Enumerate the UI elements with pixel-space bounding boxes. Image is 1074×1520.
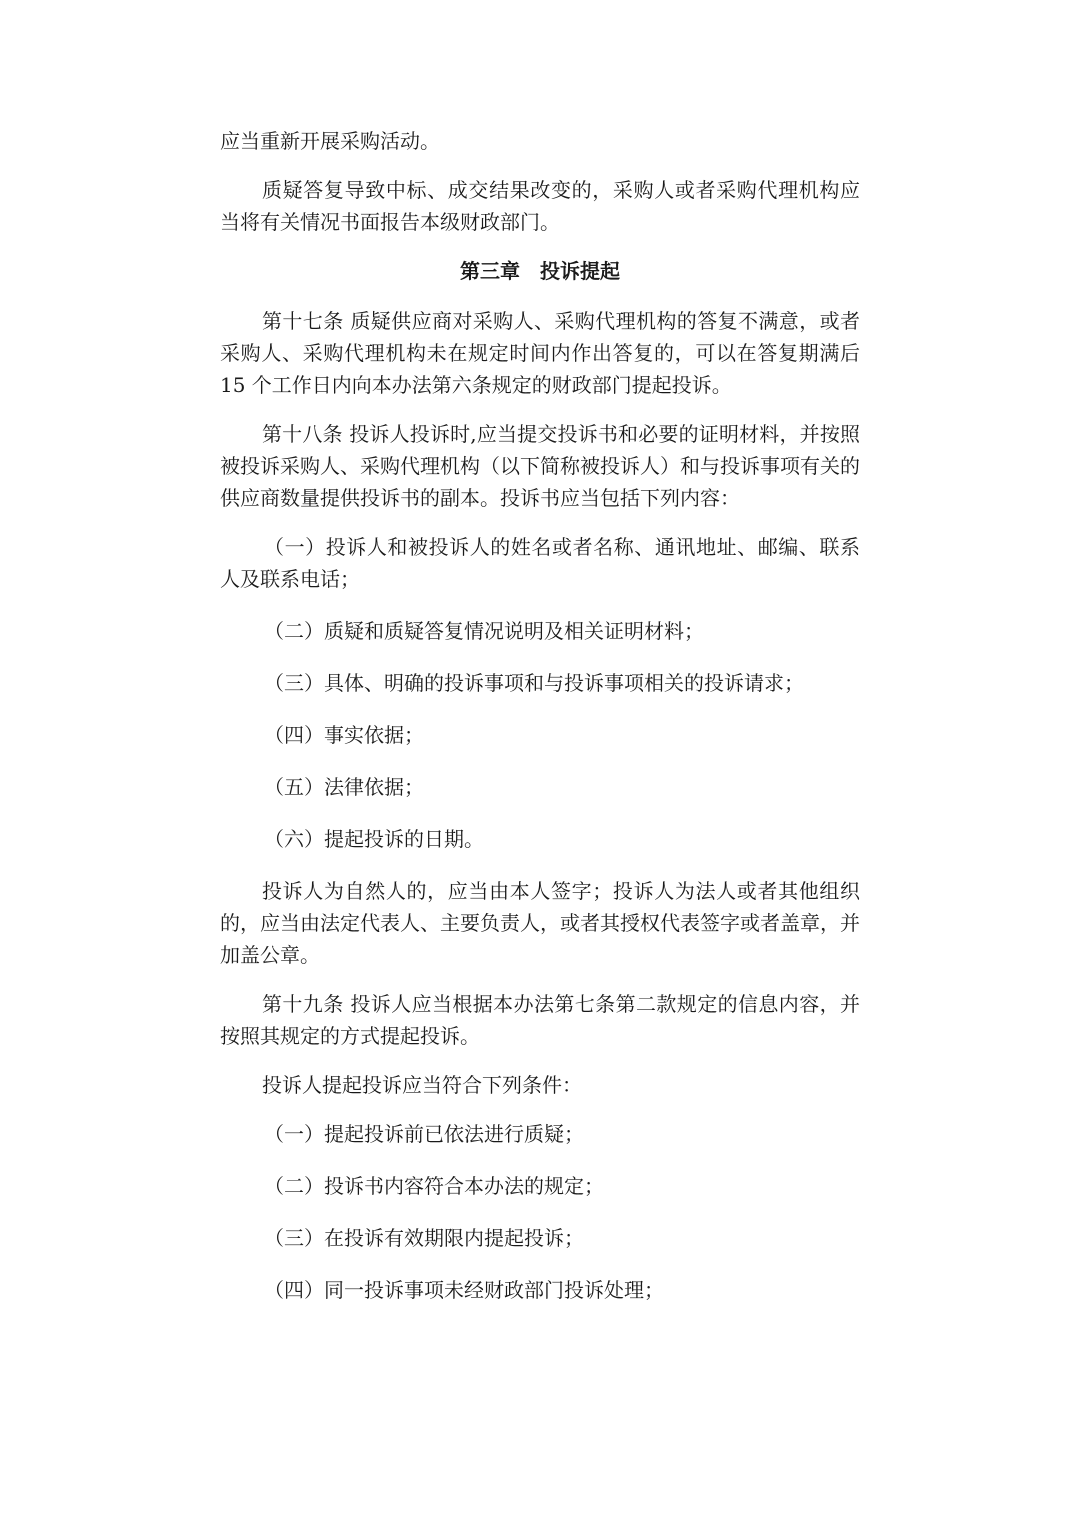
paragraph-continuation: 应当重新开展采购活动。 — [220, 129, 440, 153]
article-18-item-4: （四）事实依据； — [264, 723, 424, 747]
complaint-conditions-intro: 投诉人提起投诉应当符合下列条件： — [262, 1073, 582, 1097]
chapter-heading: 第三章 投诉提起 — [460, 259, 620, 283]
signature-requirement: 投诉人为自然人的，应当由本人签字；投诉人为法人或者其他组织的，应当由法定代表人、主要负责人，或者其授权代表签字或者盖章，并加盖公章。 — [220, 879, 860, 967]
article-18-item-3: （三）具体、明确的投诉事项和与投诉事项相关的投诉请求； — [264, 671, 804, 695]
article-18-item-6: （六）提起投诉的日期。 — [264, 827, 484, 851]
article-18-item-5: （五）法律依据； — [264, 775, 424, 799]
article-18-item-1: （一）投诉人和被投诉人的姓名或者名称、通讯地址、邮编、联系人及联系电话； — [220, 535, 860, 591]
condition-item-2: （二）投诉书内容符合本办法的规定； — [264, 1174, 604, 1198]
article-18-item-2: （二）质疑和质疑答复情况说明及相关证明材料； — [264, 619, 704, 643]
article-17: 第十七条 质疑供应商对采购人、采购代理机构的答复不满意，或者采购人、采购代理机构未在规定时间内作出答复的，可以在答复期满后 15 个工作日内向本办法第六条规定的财政部门提起投诉。 — [220, 309, 860, 397]
article-19: 第十九条 投诉人应当根据本办法第七条第二款规定的信息内容，并按照其规定的方式提起投诉。 — [220, 992, 860, 1048]
condition-item-1: （一）提起投诉前已依法进行质疑； — [264, 1122, 584, 1146]
document-body — [220, 125, 860, 1326]
article-18: 第十八条 投诉人投诉时,应当提交投诉书和必要的证明材料，并按照被投诉采购人、采购代理机构（以下简称被投诉人）和与投诉事项有关的供应商数量提供投诉书的副本。投诉书应当包括下列内容： — [220, 422, 860, 510]
condition-item-3: （三）在投诉有效期限内提起投诉； — [264, 1226, 584, 1250]
paragraph-report-finance: 质疑答复导致中标、成交结果改变的，采购人或者采购代理机构应当将有关情况书面报告本级财政部门。 — [220, 178, 860, 234]
condition-item-4: （四）同一投诉事项未经财政部门投诉处理； — [264, 1278, 664, 1302]
